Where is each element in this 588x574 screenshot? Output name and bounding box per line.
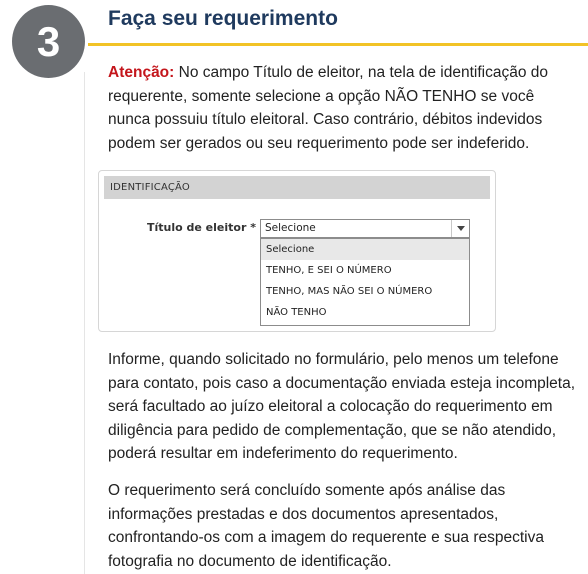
section-title: Faça seu requerimento <box>108 7 338 30</box>
title-underline <box>88 43 588 46</box>
attention-label: Atenção: <box>108 64 175 81</box>
step-number-badge: 3 <box>12 5 85 78</box>
conclusion-paragraph: O requerimento será concluído somente após análise das informações prestadas e dos documentos apresentados, confrontando-os com a imagem do requerente e sua respectiva fotografia no documento de identificação. <box>108 482 544 570</box>
attention-text: No campo Título de eleitor, na tela de identificação do requerente, somente selecione a opção NÃO TENHO se você nunca possuiu título eleitoral. Caso contrário, débitos indevidos podem ser gerados ou seu requerimento pode ser indeferido. <box>108 64 549 152</box>
option-tenho-nao-sei-numero[interactable]: TENHO, MAS NÃO SEI O NÚMERO <box>266 286 433 297</box>
attention-paragraph <box>108 61 578 155</box>
option-nao-tenho[interactable]: NÃO TENHO <box>266 307 327 318</box>
voter-title-options <box>260 238 470 326</box>
phone-paragraph: Informe, quando solicitado no formulário, pelo menos um telefone para contato, pois caso a documentação enviada esteja incompleta, será facultado ao juízo eleitoral a colocação do requerimento em diligência para pedido de complementação, que se não atendido, poderá resultar em indeferimento do requerimento. <box>108 351 576 462</box>
option-tenho-sei-numero[interactable]: TENHO, E SEI O NÚMERO <box>266 265 392 276</box>
identification-header: IDENTIFICAÇÃO <box>104 176 490 199</box>
identification-panel <box>98 170 496 332</box>
caret-down-icon[interactable] <box>451 220 469 237</box>
voter-title-label: Título de eleitor * <box>147 221 256 234</box>
select-current-value: Selecione <box>265 222 316 234</box>
side-divider <box>84 72 85 574</box>
voter-title-select[interactable] <box>260 219 470 238</box>
option-selecione[interactable]: Selecione <box>261 239 469 260</box>
